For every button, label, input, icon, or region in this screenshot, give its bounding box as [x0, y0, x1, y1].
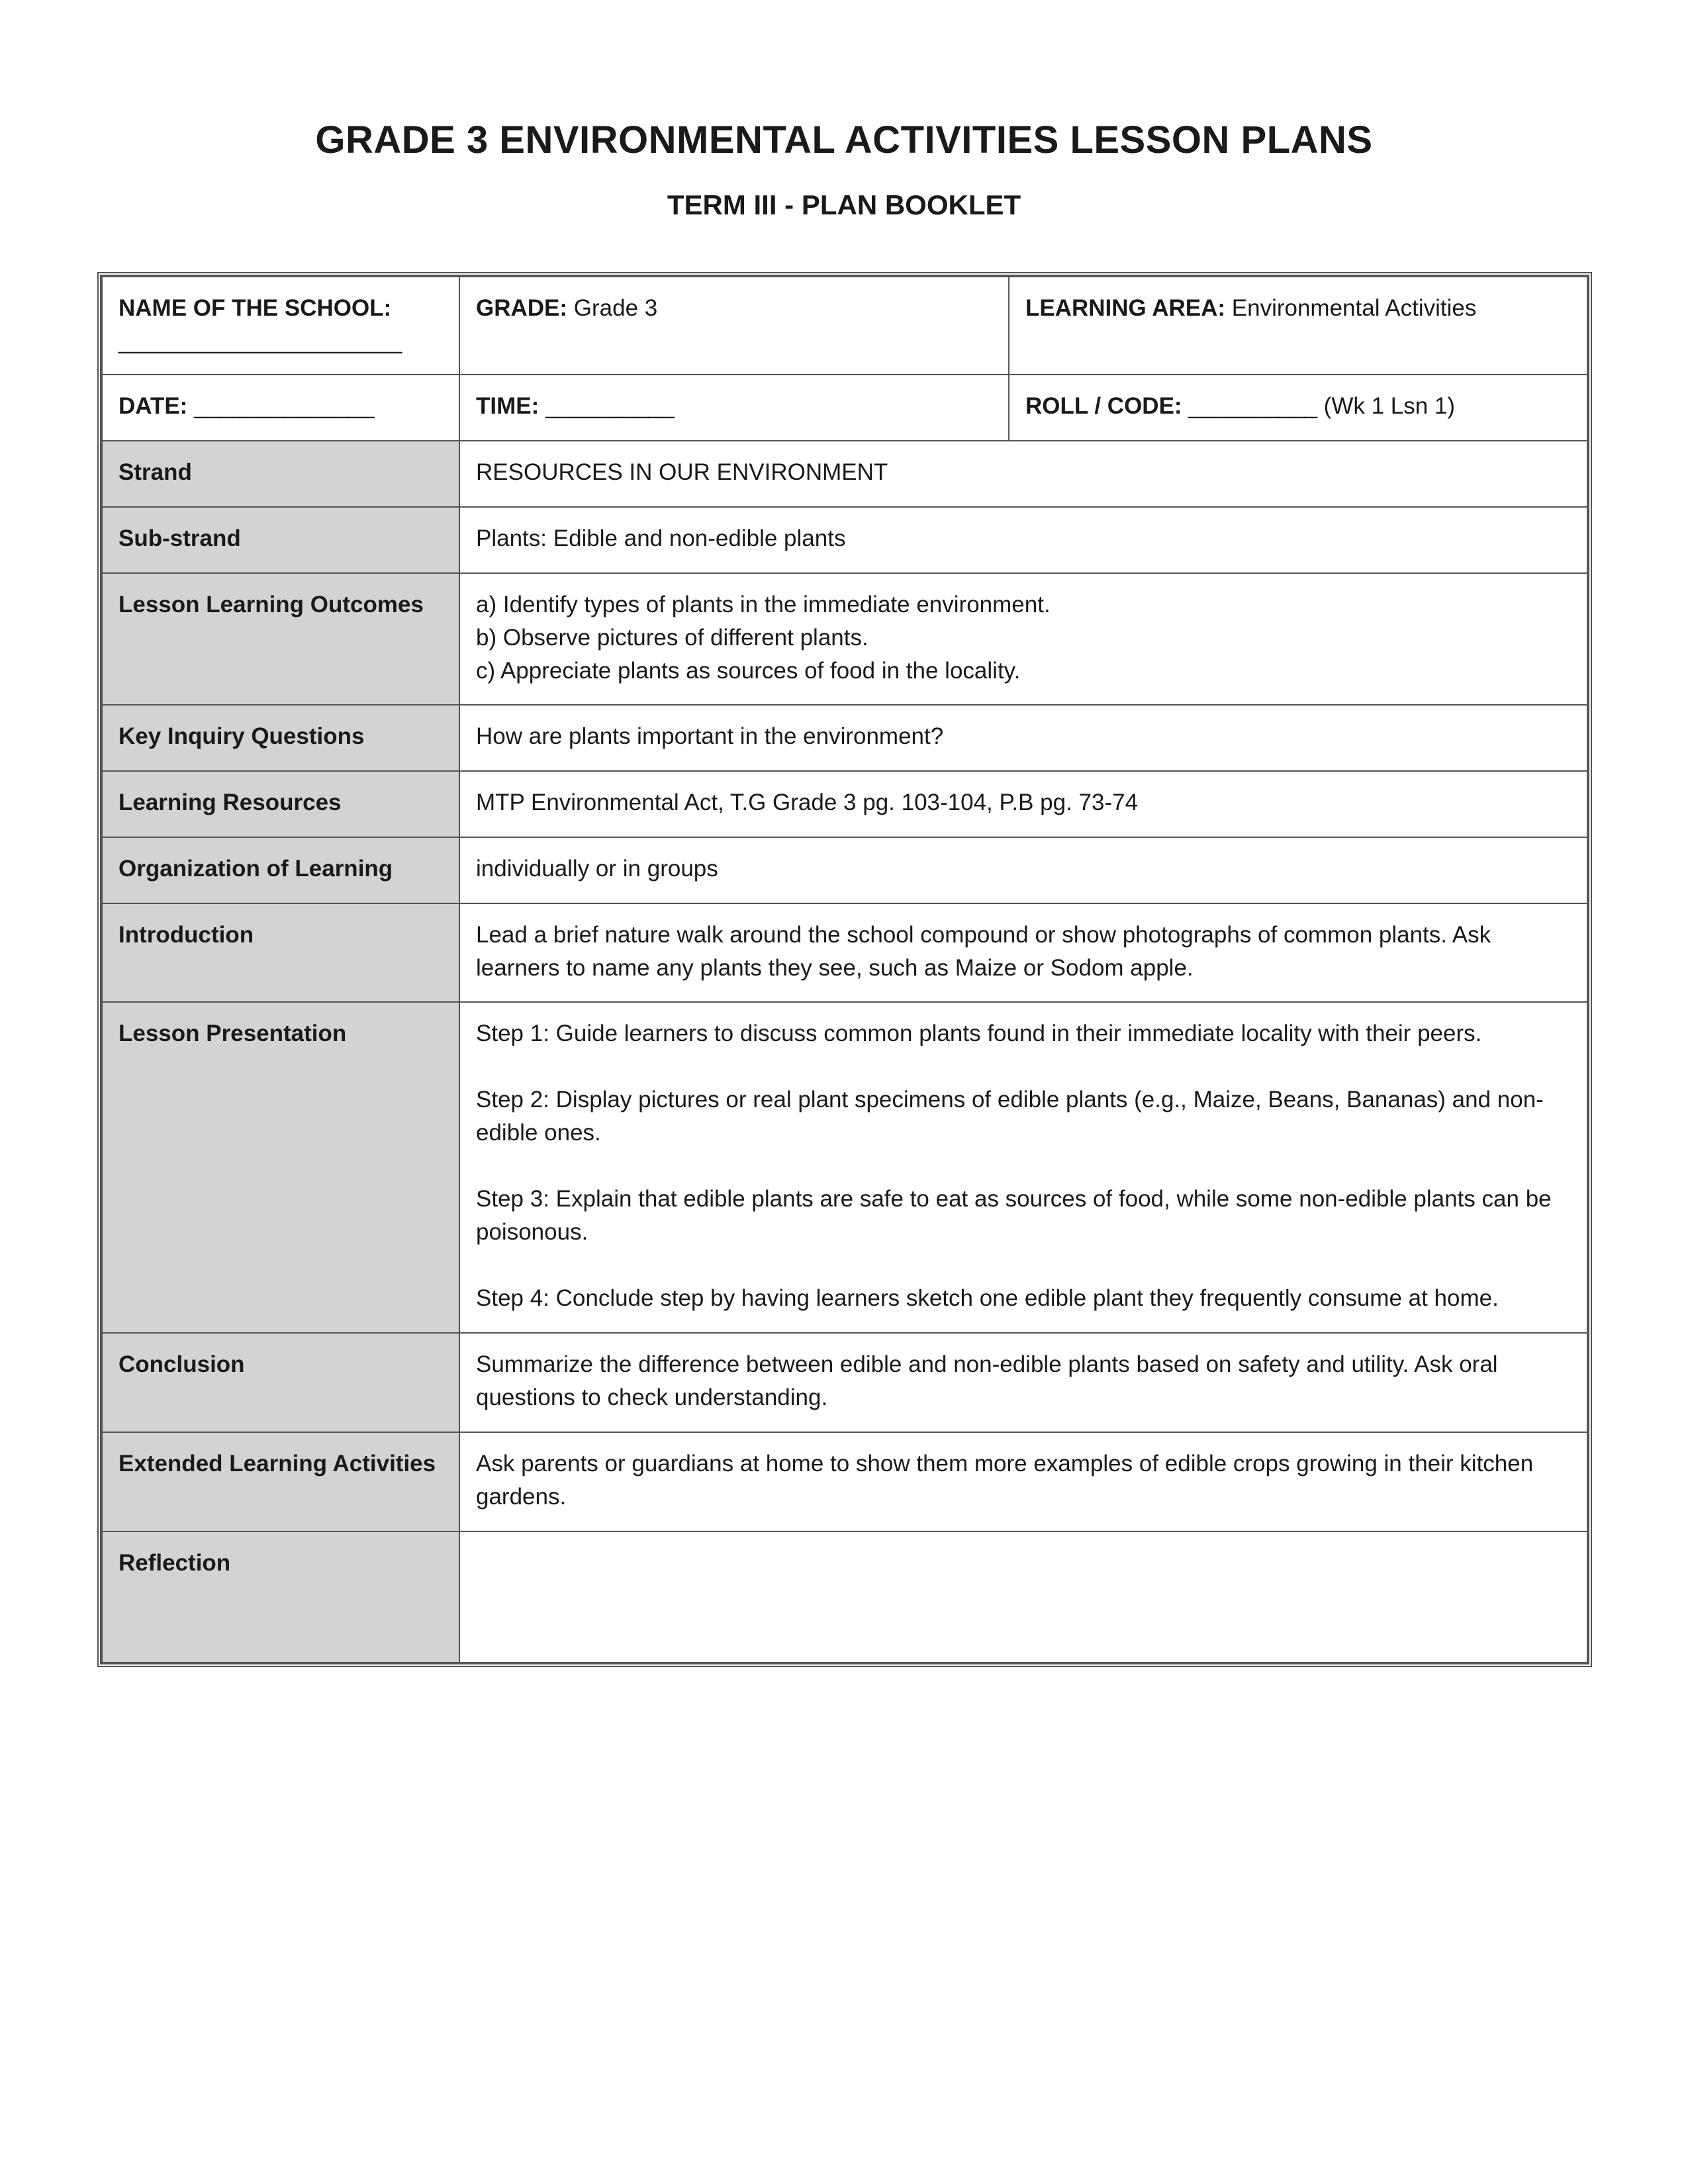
date-label: DATE: — [118, 393, 188, 419]
lesson-plan-table — [97, 272, 1592, 1667]
resources-value: MTP Environmental Act, T.G Grade 3 pg. 103-104, P.B pg. 73-74 — [459, 771, 1587, 837]
table-row — [102, 507, 1587, 573]
time-label: TIME: — [476, 393, 539, 419]
roll-code-cell[interactable] — [1009, 375, 1587, 441]
table-row — [102, 837, 1587, 903]
presentation-step: Step 2: Display pictures or real plant specimens of edible plants (e.g., Maize, Beans, Bananas) and non-edible ones. — [476, 1087, 1544, 1146]
school-blank: ______________________ — [118, 328, 402, 354]
presentation-step: Step 3: Explain that edible plants are safe to eat as sources of food, while some non-edible plants can be poisonous. — [476, 1186, 1552, 1245]
strand-value: RESOURCES IN OUR ENVIRONMENT — [459, 441, 1587, 507]
school-cell[interactable] — [102, 277, 459, 375]
time-blank: __________ — [539, 393, 675, 419]
learning-area-cell — [1009, 277, 1587, 375]
outcomes-value — [459, 573, 1587, 705]
table-row — [102, 573, 1587, 705]
resources-label: Learning Resources — [102, 771, 459, 837]
table-row — [102, 903, 1587, 1002]
table-row — [102, 1333, 1587, 1432]
strand-label: Strand — [102, 441, 459, 507]
extended-label: Extended Learning Activities — [102, 1432, 459, 1531]
outcome-item: c) Appreciate plants as sources of food in the locality. — [476, 658, 1021, 684]
table-row — [102, 1002, 1587, 1333]
inquiry-value: How are plants important in the environment? — [459, 705, 1587, 771]
table-row — [102, 441, 1587, 507]
table-row — [102, 277, 1587, 375]
outcomes-label: Lesson Learning Outcomes — [102, 573, 459, 705]
date-cell[interactable] — [102, 375, 459, 441]
table-row — [102, 1432, 1587, 1531]
organization-label: Organization of Learning — [102, 837, 459, 903]
introduction-value: Lead a brief nature walk around the school compound or show photographs of common plants. Ask learners to name any plants they see, such as Maize or Sodom apple. — [459, 903, 1587, 1002]
grade-value: Grade 3 — [567, 295, 658, 321]
date-blank: ______________ — [187, 393, 375, 419]
conclusion-value: Summarize the difference between edible and non-edible plants based on safety and utility. Ask oral questions to check understanding. — [459, 1333, 1587, 1432]
grade-label: GRADE: — [476, 295, 568, 321]
page-title: GRADE 3 ENVIRONMENTAL ACTIVITIES LESSON PLANS — [315, 118, 1373, 161]
grade-cell — [459, 277, 1009, 375]
presentation-value — [459, 1002, 1587, 1333]
table-row — [102, 1531, 1587, 1662]
reflection-label: Reflection — [102, 1531, 459, 1662]
learning-area-value: Environmental Activities — [1225, 295, 1477, 321]
substrand-value: Plants: Edible and non-edible plants — [459, 507, 1587, 573]
conclusion-label: Conclusion — [102, 1333, 459, 1432]
table-row — [102, 705, 1587, 771]
learning-area-label: LEARNING AREA: — [1025, 295, 1226, 321]
school-label: NAME OF THE SCHOOL: — [118, 295, 392, 321]
outcome-item: a) Identify types of plants in the immediate environment. — [476, 592, 1051, 617]
reflection-value[interactable] — [459, 1531, 1587, 1662]
roll-code-value: __________ (Wk 1 Lsn 1) — [1182, 393, 1456, 419]
presentation-step: Step 4: Conclude step by having learners sketch one edible plant they frequently consume at home. — [476, 1285, 1499, 1311]
extended-value: Ask parents or guardians at home to show them more examples of edible crops growing in their kitchen gardens. — [459, 1432, 1587, 1531]
presentation-step: Step 1: Guide learners to discuss common plants found in their immediate locality with their peers. — [476, 1021, 1482, 1046]
presentation-label: Lesson Presentation — [102, 1002, 459, 1333]
organization-value: individually or in groups — [459, 837, 1587, 903]
time-cell[interactable] — [459, 375, 1009, 441]
inquiry-label: Key Inquiry Questions — [102, 705, 459, 771]
substrand-label: Sub-strand — [102, 507, 459, 573]
table-row — [102, 375, 1587, 441]
outcome-item: b) Observe pictures of different plants. — [476, 625, 868, 651]
table-row — [102, 771, 1587, 837]
introduction-label: Introduction — [102, 903, 459, 1002]
page-subtitle: TERM III - PLAN BOOKLET — [667, 189, 1021, 220]
roll-code-label: ROLL / CODE: — [1025, 393, 1182, 419]
